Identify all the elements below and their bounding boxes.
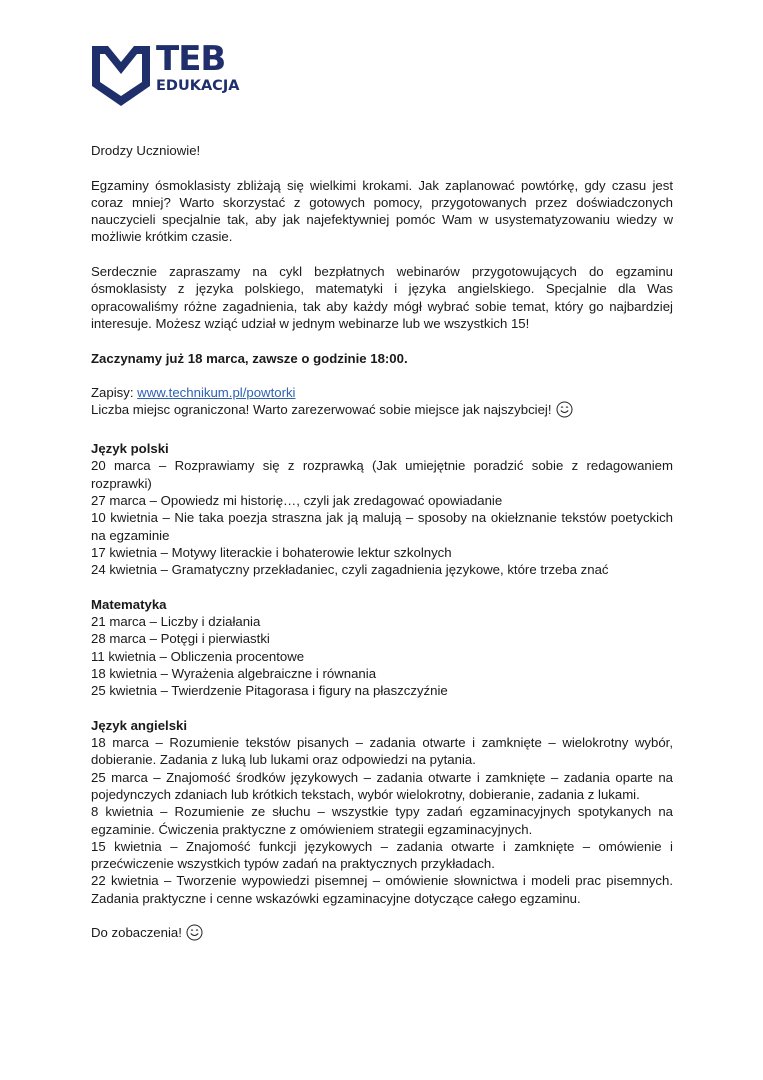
list-item: 24 kwietnia – Gramatyczny przekładaniec, czyli zagadnienia językowe, które trzeba znać: [91, 562, 609, 578]
list-item: 25 marca – Znajomość środków językowych – zadania otwarte i zamknięte – zadania oparte na pojedynczych zdaniach lub krótkich tekstach, wybór wielokrotny, dobieranie, zadania z lukami.: [91, 769, 673, 802]
logo-brand: TEB: [156, 39, 226, 79]
list-item: 8 kwietnia – Rozumienie ze słuchu – wszystkie typy zadań egzaminacyjnych spotykanych na egzaminie. Ćwiczenia praktyczne z omówieniem strategii egzaminacyjnych.: [91, 804, 673, 837]
list-item: 28 marca – Potęgi i pierwiastki: [91, 631, 270, 647]
list-item: 10 kwietnia – Nie taka poezja straszna jak ją malują – sposoby na okiełznanie tekstów poetyckich na egzaminie: [91, 510, 673, 543]
list-item: 18 marca – Rozumienie tekstów pisanych – zadania otwarte i zamknięte – wielokrotny wybór, dobieranie. Zadania z luką lub lukami oraz odpowiedzi na pytania.: [91, 735, 673, 768]
invitation-paragraph: Serdecznie zapraszamy na cykl bezpłatnych webinarów przygotowujących do egzaminu ósmoklasisty z języka polskiego, matematyki i języka angielskiego. Specjalnie dla Was opracowaliśmy różne zagadnienia, tak aby każdy mógł wybrać sobie temat, który go najbardziej interesuje. Możesz wziąć udział w jednym webinarze lub we wszystkich 15!: [91, 264, 673, 331]
start-notice: Zaczynamy już 18 marca, zawsze o godzinie 18:00.: [91, 350, 408, 366]
teb-chevron-logo-icon: [90, 44, 152, 108]
smiling-face-icon: [186, 924, 203, 945]
list-item: 18 kwietnia – Wyrażenia algebraiczne i równania: [91, 665, 377, 681]
letter-body: [91, 142, 673, 963]
signup-line: [91, 384, 673, 401]
logo-subtitle: EDUKACJA: [156, 78, 240, 94]
list-item: 22 kwietnia – Tworzenie wypowiedzi pisemnej – omówienie słownictwa i modeli prac pisemnych. Zadania praktyczne i cenne wskazówki egzaminacyjne dotyczące całego egzaminu.: [91, 873, 673, 906]
section-title: Język angielski: [91, 717, 188, 733]
section-title: Matematyka: [91, 596, 167, 612]
list-item: 11 kwietnia – Obliczenia procentowe: [91, 648, 305, 664]
section-title: Język polski: [91, 441, 169, 457]
limited-seats-text: Liczba miejsc ograniczona! Warto zarezerwować sobie miejsce jak najszybciej!: [91, 402, 552, 418]
intro-paragraph: Egzaminy ósmoklasisty zbliżają się wielkimi krokami. Jak zaplanować powtórkę, gdy czasu jest coraz mniej? Warto skorzystać z gotowych pomocy, przygotowanych przez doświadczonych nauczycieli specjalnie tak, aby jak najefektywniej pomóc Wam w usystematyzowaniu wiedzy w możliwie krótkim czasie.: [91, 177, 673, 245]
list-item: 25 kwietnia – Twierdzenie Pitagorasa i figury na płaszczyźnie: [91, 683, 448, 699]
section-polish: [91, 440, 673, 578]
teb-edukacja-logo: [90, 39, 240, 108]
list-item: 27 marca – Opowiedz mi historię…, czyli jak zredagować opowiadanie: [91, 492, 503, 508]
section-math: [91, 596, 673, 700]
closing-text: Do zobaczenia!: [91, 925, 182, 941]
closing-line: [91, 924, 673, 945]
signup-link[interactable]: www.technikum.pl/powtorki: [137, 385, 296, 401]
section-english: [91, 717, 673, 907]
list-item: 21 marca – Liczby i działania: [91, 614, 261, 630]
smiling-face-icon: [556, 401, 573, 422]
list-item: 15 kwietnia – Znajomość funkcji językowych – zadania otwarte i zamknięte – omówienie i przećwiczenie wszystkich typów zadań na praktycznych przykładach.: [91, 838, 673, 872]
signup-label: Zapisy:: [91, 385, 138, 401]
limited-seats-line: [91, 401, 673, 422]
list-item: 17 kwietnia – Motywy literackie i bohaterowie lektur szkolnych: [91, 544, 452, 560]
greeting: Drodzy Uczniowie!: [91, 143, 201, 158]
list-item: 20 marca – Rozprawiamy się z rozprawką (Jak umiejętnie poradzić sobie z redagowaniem rozprawki): [91, 458, 673, 491]
